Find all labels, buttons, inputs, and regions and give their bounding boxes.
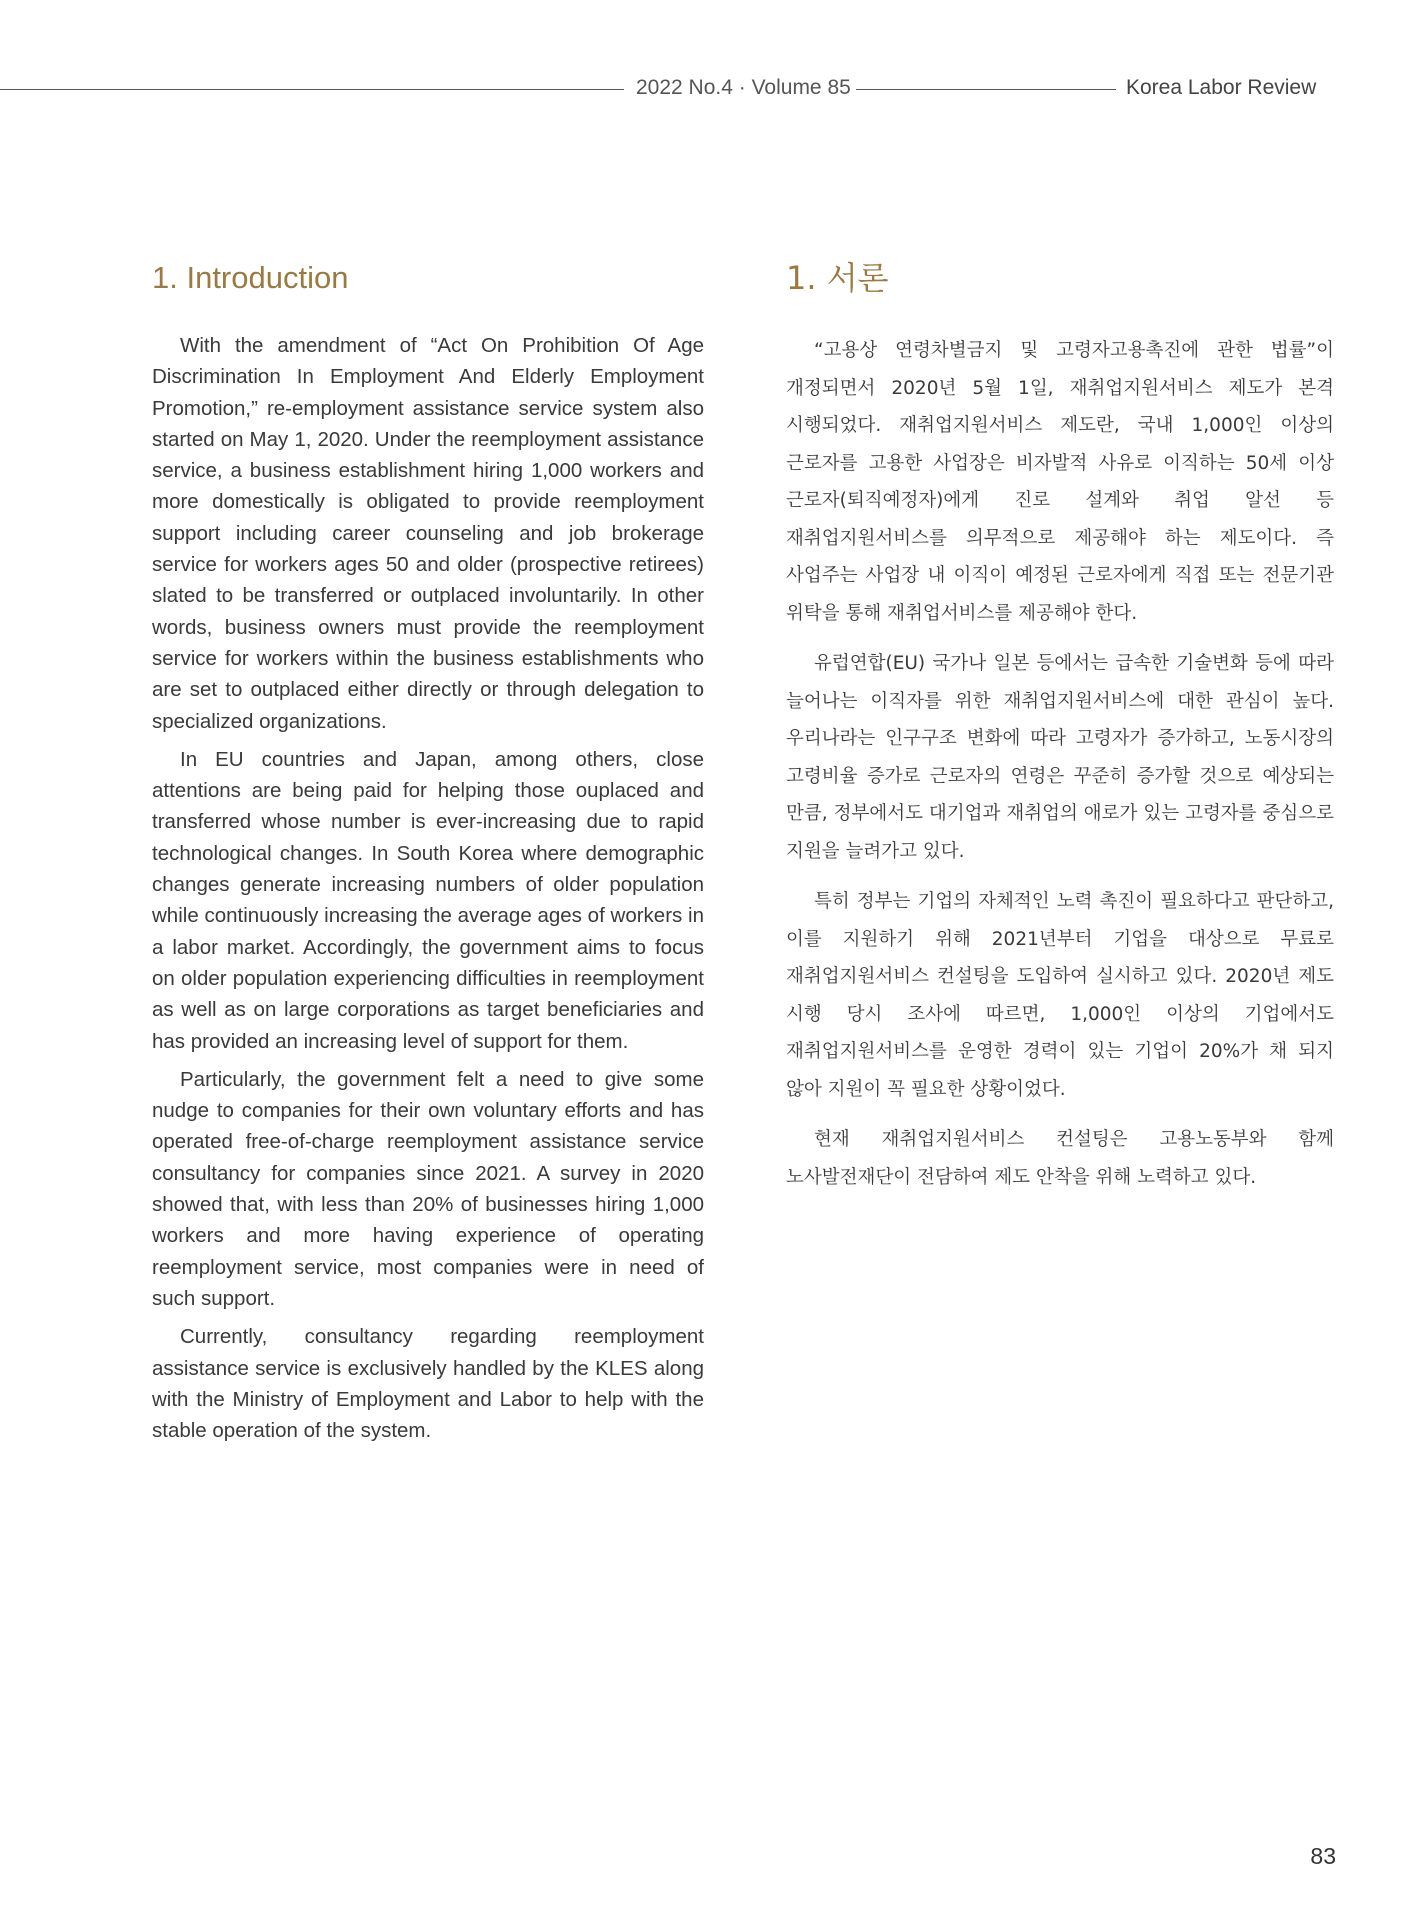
running-header <box>0 76 1428 106</box>
page-number: 83 <box>1310 1843 1336 1869</box>
english-paragraph-1: With the amendment of “Act On Prohibition Of Age Discrimination In Employment And Elderly Employment Promotion,” re-employment assistance service system also started on May 1, 2020. Under the reemployment assistance service, a business establishment hiring 1,000 workers and more domestically is obligated to provide reemployment support including career counseling and job brokerage service for workers ages 50 and older (prospective retirees) slated to be transferred or outplaced involuntarily. In other words, business owners must provide the reemployment service for workers within the business establishments who are set to outplaced either directly or through delegation to specialized organizations. <box>152 334 704 733</box>
korean-paragraph-2: 유럽연합(EU) 국가나 일본 등에서는 급속한 기술변화 등에 따라 늘어나는 이직자를 위한 재취업지원서비스에 대한 관심이 높다. 우리나라는 인구구조 변화에 따라 고령자가 증가하고, 노동시장의 고령비율 증가로 근로자의 연령은 꾸준히 증가할 것으로 예상되는 만큼, 정부에서도 대기업과 재취업의 애로가 있는 고령자를 중심으로 지원을 늘려가고 있다. <box>786 653 1334 862</box>
korean-column <box>786 254 1334 1209</box>
korean-section-title: 1. 서론 <box>786 259 889 297</box>
header-rule-middle <box>856 89 1116 90</box>
korean-paragraph-1: “고용상 연령차별금지 및 고령자고용촉진에 관한 법률”이 개정되면서 2020년 5월 1일, 재취업지원서비스 제도가 본격 시행되었다. 재취업지원서비스 제도란, 국내 1,000인 이상의 근로자를 고용한 사업장은 비자발적 사유로 이직하는 50세 이상 근로자(퇴직예정자)에게 진로 설계와 취업 알선 등 재취업지원서비스를 의무적으로 제공해야 하는 제도이다. 즉 사업주는 사업장 내 이직이 예정된 근로자에게 직접 또는 전문기관 위탁을 통해 재취업서비스를 제공해야 한다. <box>786 340 1334 624</box>
english-section-title: 1. Introduction <box>152 260 349 295</box>
english-paragraph-4: Currently, consultancy regarding reemployment assistance service is exclusively handled by the KLES along with the Ministry of Employment and Labor to help with the stable operation of the system. <box>152 1325 704 1443</box>
issue-label: 2022 No.4 · Volume 85 <box>636 76 851 99</box>
korean-paragraph-3: 특히 정부는 기업의 자체적인 노력 촉진이 필요하다고 판단하고, 이를 지원하기 위해 2021년부터 기업을 대상으로 무료로 재취업지원서비스 컨설팅을 도입하여 실시하고 있다. 2020년 제도 시행 당시 조사에 따르면, 1,000인 이상의 기업에서도 재취업지원서비스를 운영한 경력이 있는 기업이 20%가 채 되지 않아 지원이 꼭 필요한 상황이었다. <box>786 891 1334 1100</box>
header-rule-left <box>0 89 624 90</box>
korean-paragraph-4: 현재 재취업지원서비스 컨설팅은 고용노동부와 함께 노사발전재단이 전담하여 제도 안착을 위해 노력하고 있다. <box>786 1129 1334 1188</box>
english-column <box>152 254 704 1453</box>
english-paragraph-3: Particularly, the government felt a need to give some nudge to companies for their own voluntary efforts and has operated free-of-charge reemployment assistance service consultancy for companies since 2021. A survey in 2020 showed that, with less than 20% of businesses hiring 1,000 workers and more having experience of operating reemployment service, most companies were in need of such support. <box>152 1067 704 1310</box>
journal-name: Korea Labor Review <box>1126 76 1317 99</box>
english-paragraph-2: In EU countries and Japan, among others, close attentions are being paid for helping those ouplaced and transferred whose number is ever-increasing due to rapid technological changes. In South Korea where demographic changes generate increasing numbers of older population while continuously increasing the average ages of workers in a labor market. Accordingly, the government aims to focus on older population experiencing difficulties in reemployment as well as on large corporations as target beneficiaries and has provided an increasing level of support for them. <box>152 747 704 1053</box>
